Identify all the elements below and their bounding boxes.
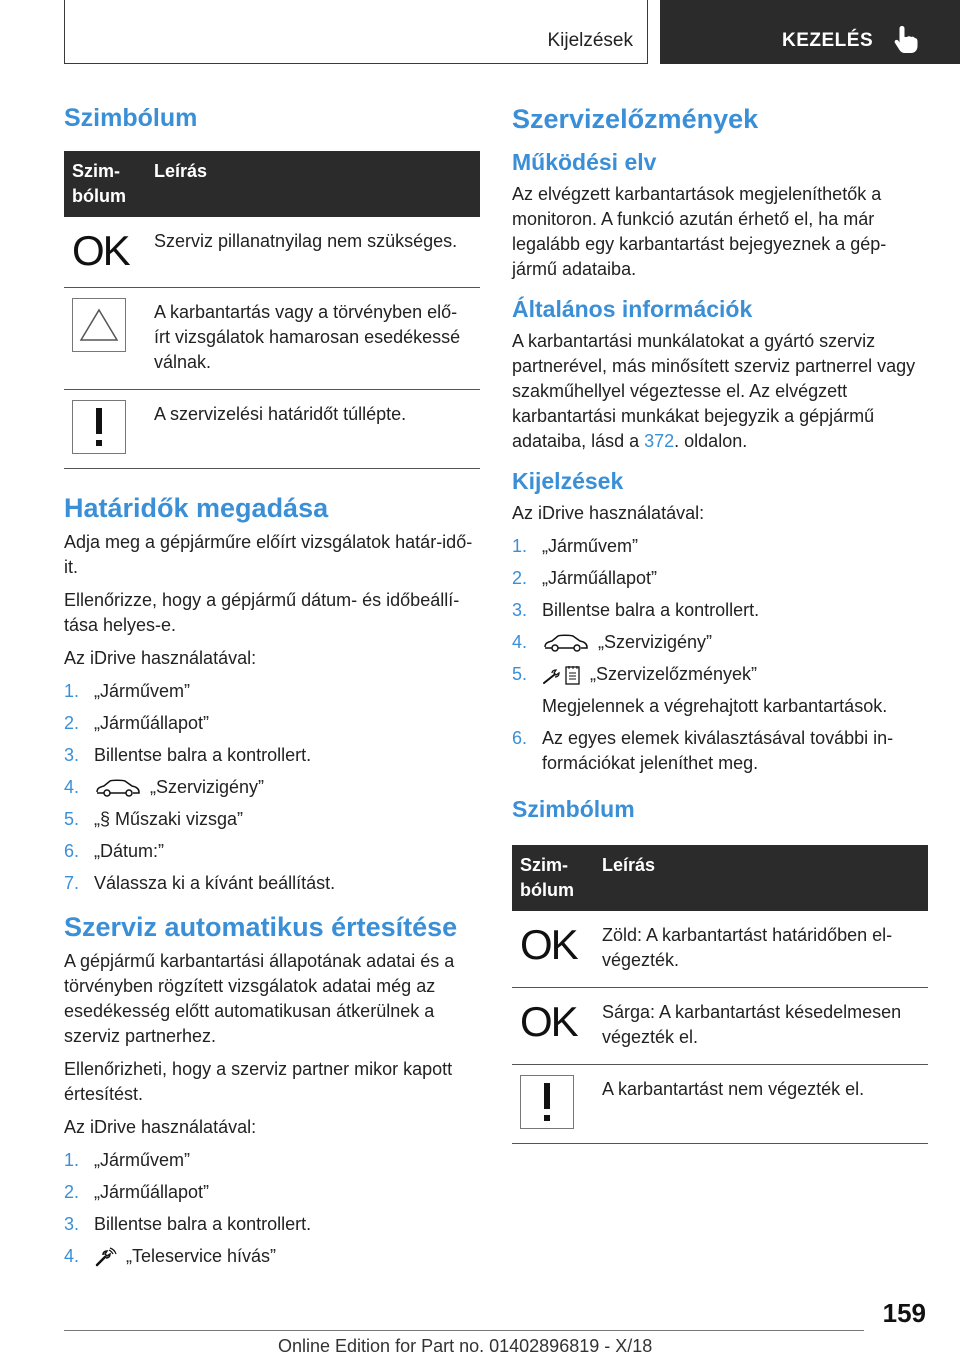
table-row — [64, 288, 480, 390]
list-item: 3. Billentse balra a kontrollert. — [64, 745, 312, 765]
list-item: 1. „Járművem” — [64, 681, 191, 701]
service-history-icon — [542, 664, 582, 686]
list-item: 3. Billentse balra a kontrollert. — [512, 600, 760, 620]
car-service-icon — [542, 633, 590, 653]
list-item: 2. „Járműállapot” — [512, 568, 658, 588]
table-header-row — [64, 151, 480, 217]
table-row — [64, 390, 480, 469]
list-item: 3. Billentse balra a kontrollert. — [64, 1214, 312, 1234]
symbol-table-right — [512, 845, 928, 1144]
principle-heading: Működési elv — [512, 149, 657, 175]
page-number: 159 — [882, 1298, 926, 1328]
page-link[interactable]: 372 — [644, 431, 675, 451]
deadlines-steps — [64, 679, 480, 896]
auto-notify-heading: Szerviz automatikus értesítése — [64, 912, 458, 942]
car-service-icon — [94, 778, 142, 798]
footer-divider — [64, 1330, 864, 1331]
header-section-title: Kijelzések — [547, 30, 633, 51]
principle-p1: Az elvégzett karbantartások megjeleníthetők a monitoron. A funkció azután érhető el, ha már legalább egy karbantartást bejegyeznek a gép-jármű adataiba. — [512, 184, 887, 279]
pointing-hand-icon — [894, 24, 918, 54]
list-item: 2. „Járműállapot” — [64, 1182, 210, 1202]
table-cell-description: A karbantartás vagy a törvényben elő-írt vizsgálatok hamarosan esedékessé válnak. — [146, 288, 480, 390]
symbol-table-left — [64, 151, 480, 469]
table-header-description: Leírás — [594, 845, 928, 911]
table-row — [512, 988, 928, 1065]
deadlines-p3: Az iDrive használatával: — [64, 648, 257, 668]
table-row — [512, 911, 928, 988]
list-item: 6. „Dátum:” — [64, 841, 165, 861]
symbol-heading-right: Szimbólum — [512, 796, 635, 822]
right-column — [512, 96, 928, 1168]
warning-triangle-icon — [72, 298, 126, 352]
list-item: 4. „Teleservice hívás” — [64, 1244, 480, 1269]
exclamation-icon — [72, 400, 126, 454]
header-section-tab — [64, 0, 648, 64]
general-p1: A karbantartási munkálatokat a gyártó szerviz partnerével, más minősített szerviz partnerrel vagy szakműhellyel végeztesse el. Az elvégzett karbantartási munkákat bejegyzik a gépjármű adataiba, lásd a 372. oldalon. — [512, 331, 916, 451]
table-cell-description: Sárga: A karbantartást késedelmesen végezték el. — [594, 988, 928, 1065]
symbol-heading: Szimbólum — [64, 104, 198, 132]
header-chapter-tab — [660, 0, 960, 64]
list-item-sub: Megjelennek a végrehajtott karbantartások. — [542, 696, 888, 716]
table-header-description: Leírás — [146, 151, 480, 217]
auto-p1: A gépjármű karbantartási állapotának adatai és a törvényben rögzített vizsgálatok adatai még az esedékesség előtt automatikusan átkerülnek a szerviz partnerhez. — [64, 951, 455, 1046]
general-info-heading: Általános információk — [512, 296, 753, 322]
deadlines-heading: Határidők megadása — [64, 493, 329, 523]
auto-steps — [64, 1148, 480, 1269]
deadlines-p2: Ellenőrizze, hogy a gépjármű dátum- és időbeállí-tása helyes-e. — [64, 590, 460, 635]
auto-p3: Az iDrive használatával: — [64, 1117, 257, 1137]
list-item: 2. „Járműállapot” — [64, 713, 210, 733]
list-item: 1. „Járművem” — [64, 1150, 191, 1170]
displays-heading: Kijelzések — [512, 468, 624, 494]
list-item: 5. „§ Műszaki vizsga” — [64, 809, 244, 829]
wrench-signal-icon — [94, 1246, 118, 1268]
table-cell-description: A szervizelési határidőt túllépte. — [146, 390, 480, 469]
displays-steps — [512, 534, 928, 776]
ok-symbol: OK — [520, 920, 577, 968]
table-cell-description: A karbantartást nem végezték el. — [594, 1065, 928, 1144]
table-header-row — [512, 845, 928, 911]
list-item: 4. „Szervizigény” — [64, 777, 265, 797]
footer-edition: Online Edition for Part no. 01402896819 - X/18 — [278, 1336, 653, 1356]
list-item: 5. „Szervizelőzmények” Megjelennek a végrehajtott karbantartások. — [512, 662, 928, 719]
list-item: 6. Az egyes elemek kiválasztásával további in-formációkat jeleníthet meg. — [512, 728, 894, 773]
displays-p1: Az iDrive használatával: — [512, 503, 705, 523]
table-header-symbol: Szim- bólum — [64, 151, 146, 217]
table-cell-description: Zöld: A karbantartást határidőben el-végezték. — [594, 911, 928, 988]
table-header-symbol: Szim- bólum — [512, 845, 594, 911]
list-item: 4. „Szervizigény” — [512, 632, 713, 652]
ok-symbol: OK — [72, 226, 129, 274]
exclamation-icon — [520, 1075, 574, 1129]
left-column — [64, 96, 480, 1285]
deadlines-p1: Adja meg a gépjárműre előírt vizsgálatok határ-időit. — [64, 532, 473, 577]
list-item: 1. „Járművem” — [512, 536, 639, 556]
table-cell-description: Szerviz pillanatnyilag nem szükséges. — [146, 217, 480, 288]
auto-p2: Ellenőrizheti, hogy a szerviz partner mikor kapott értesítést. — [64, 1059, 453, 1104]
service-history-heading: Szervizelőzmények — [512, 104, 759, 134]
table-row — [64, 217, 480, 288]
header-chapter-title: KEZELÉS — [782, 30, 874, 51]
table-row — [512, 1065, 928, 1144]
list-item: 7. Válassza ki a kívánt beállítást. — [64, 873, 336, 893]
ok-symbol: OK — [520, 997, 577, 1045]
